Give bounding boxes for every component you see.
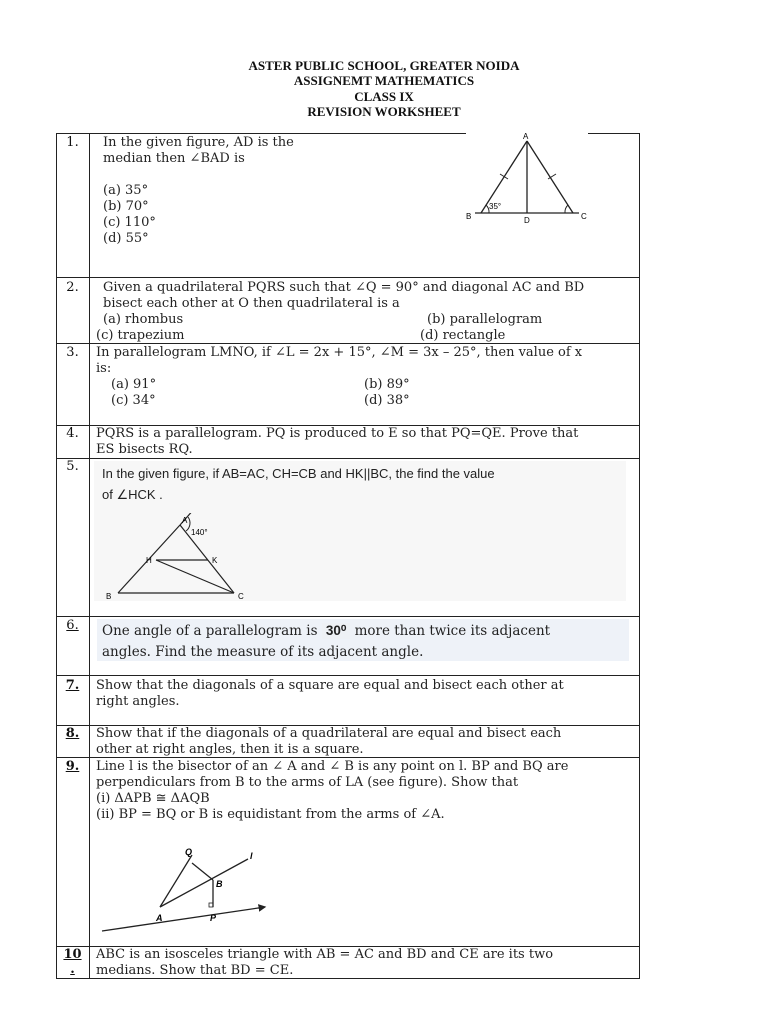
question-text-part: more than twice its adjacent bbox=[354, 623, 551, 639]
question-text: perpendiculars from B to the arms of LA (see figure). Show that bbox=[96, 775, 519, 790]
question-text: In the given figure, AD is the bbox=[103, 135, 294, 150]
question-text: Show that the diagonals of a square are equal and bisect each other at bbox=[96, 678, 564, 693]
isosceles-triangle-figure bbox=[98, 513, 258, 603]
vertex-label: A bbox=[523, 132, 529, 141]
question-number: 6. bbox=[66, 618, 79, 633]
question-text: PQRS is a parallelogram. PQ is produced to E so that PQ=QE. Prove that bbox=[96, 426, 579, 441]
answer-option: (c) trapezium bbox=[96, 328, 185, 343]
question-text: right angles. bbox=[96, 694, 180, 709]
question-text: bisect each other at O then quadrilateral is a bbox=[103, 296, 400, 311]
question-text: is: bbox=[96, 361, 112, 376]
table-border-top-left bbox=[56, 133, 466, 134]
question-text: ABC is an isosceles triangle with AB = AC and BD and CE are its two bbox=[96, 947, 554, 962]
vertex-label: K bbox=[212, 556, 218, 565]
table-border-right bbox=[639, 133, 640, 979]
vertex-label: A bbox=[182, 516, 188, 525]
question-number: 4. bbox=[66, 426, 79, 441]
vertex-label: C bbox=[238, 592, 244, 601]
row-divider bbox=[56, 277, 640, 278]
question-text: of ∠HCK . bbox=[102, 487, 163, 502]
vertex-label: D bbox=[524, 216, 530, 225]
vertex-label: H bbox=[146, 556, 152, 565]
question-text: (i) ΔAPB ≅ ΔAQB bbox=[96, 791, 210, 806]
school-name: ASTER PUBLIC SCHOOL, GREATER NOIDA bbox=[248, 58, 520, 73]
vertex-label: C bbox=[581, 212, 587, 221]
answer-option: (d) rectangle bbox=[420, 328, 506, 343]
question-text: In parallelogram LMNO, if ∠L = 2x + 15°, ∠M = 3x – 25°, then value of x bbox=[96, 345, 583, 360]
question-number: 3. bbox=[66, 345, 79, 360]
vertex-label: B bbox=[106, 592, 112, 601]
question-number: 1. bbox=[66, 135, 79, 150]
question-text: angles. Find the measure of its adjacent angle. bbox=[102, 644, 424, 660]
answer-option: (c) 110° bbox=[103, 215, 156, 230]
number-column-divider bbox=[89, 133, 90, 979]
answer-option: (d) 38° bbox=[364, 393, 410, 408]
question-text: Given a quadrilateral PQRS such that ∠Q = 90° and diagonal AC and BD bbox=[103, 280, 585, 295]
assignment-subject: ASSIGNEMT MATHEMATICS bbox=[293, 73, 475, 88]
question-text: Show that if the diagonals of a quadrilateral are equal and bisect each bbox=[96, 726, 562, 741]
row-divider bbox=[56, 675, 640, 676]
class-label: CLASS IX bbox=[354, 89, 414, 104]
angle-label: 140° bbox=[191, 528, 208, 537]
answer-option: (b) 70° bbox=[103, 199, 149, 214]
question-number: 8. bbox=[65, 726, 80, 741]
answer-option: (c) 34° bbox=[111, 393, 156, 408]
question-text: Line l is the bisector of an ∠ A and ∠ B is any point on l. BP and BQ are bbox=[96, 759, 569, 774]
answer-option: (b) 89° bbox=[364, 377, 410, 392]
point-label: B bbox=[216, 879, 223, 889]
question-text bbox=[102, 623, 550, 639]
question-text-part: One angle of a parallelogram is bbox=[102, 623, 318, 639]
point-label: A bbox=[156, 913, 163, 923]
answer-option: (b) parallelogram bbox=[427, 312, 543, 327]
row-divider bbox=[56, 458, 640, 459]
question-text: medians. Show that BD = CE. bbox=[96, 963, 294, 978]
question-table bbox=[56, 133, 640, 979]
question-text: ES bisects RQ. bbox=[96, 442, 193, 457]
question-text: median then ∠BAD is bbox=[103, 151, 245, 166]
question-text: (ii) BP = BQ or B is equidistant from the arms of ∠A. bbox=[96, 807, 445, 822]
triangle-median-figure bbox=[461, 131, 601, 229]
question-number: 9. bbox=[65, 759, 80, 774]
answer-option: (a) rhombus bbox=[103, 312, 184, 327]
angle-bisector-figure bbox=[100, 843, 280, 943]
row-divider bbox=[56, 616, 640, 617]
question-number: 5. bbox=[66, 459, 79, 474]
angle-value: 30⁰ bbox=[322, 623, 350, 639]
question-text: In the given figure, if AB=AC, CH=CB and HK||BC, the find the value bbox=[102, 466, 495, 481]
vertex-label: B bbox=[466, 212, 472, 221]
question-number: 7. bbox=[65, 678, 80, 693]
line-label: l bbox=[250, 851, 253, 861]
point-label: Q bbox=[185, 847, 193, 857]
question-text: other at right angles, then it is a square. bbox=[96, 742, 364, 757]
worksheet-title: REVISION WORKSHEET bbox=[307, 104, 461, 119]
answer-option: (a) 91° bbox=[111, 377, 157, 392]
answer-option: (d) 55° bbox=[103, 231, 149, 246]
table-border-left bbox=[56, 133, 57, 979]
angle-label: 35° bbox=[489, 202, 502, 211]
question-number-suffix: . bbox=[70, 962, 75, 977]
question-number: 10 bbox=[63, 947, 82, 962]
question-number: 2. bbox=[66, 280, 79, 295]
answer-option: (a) 35° bbox=[103, 183, 149, 198]
point-label: P bbox=[210, 913, 217, 923]
